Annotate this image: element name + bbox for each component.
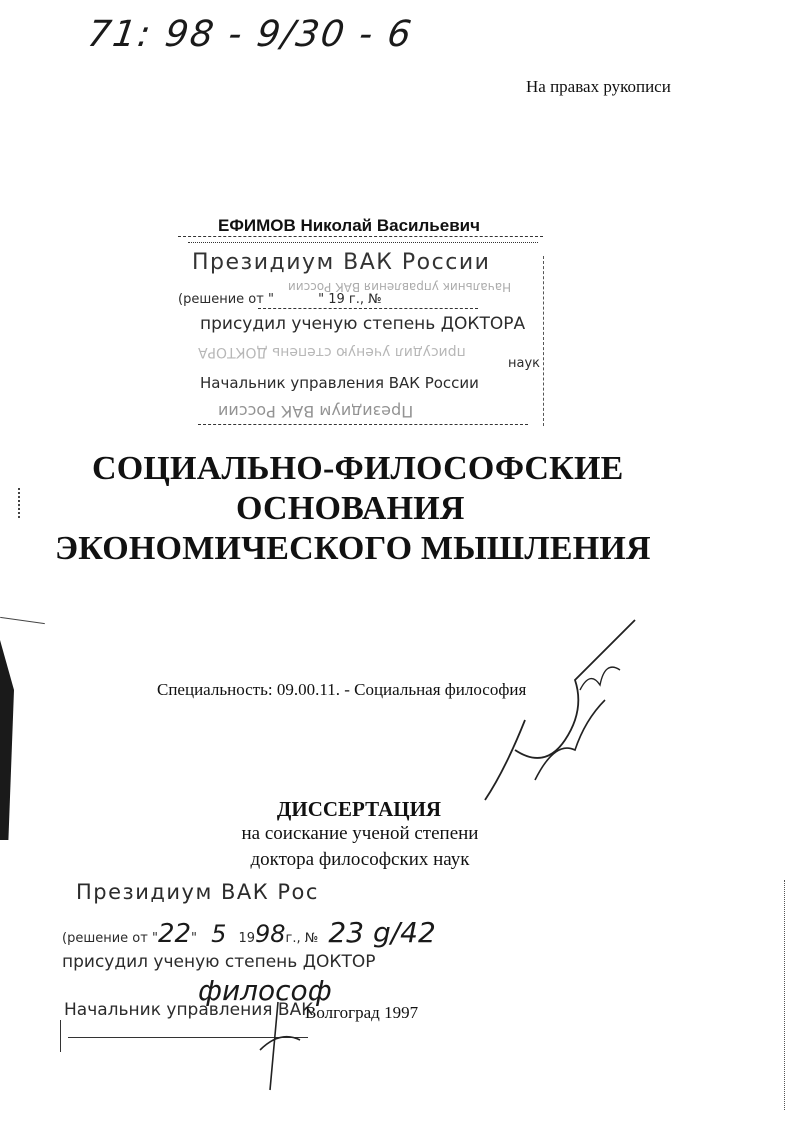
title-line-3: ЭКОНОМИЧЕСКОГО МЫШЛЕНИЯ [55, 530, 651, 567]
stamp-decision-underline [258, 308, 478, 309]
stamp-head-line: Начальник управления ВАК России [200, 374, 479, 392]
title-line-2: ОСНОВАНИЯ [236, 490, 465, 527]
handwritten-year: 98 [254, 920, 286, 948]
stamp-bottom-left-border [60, 1020, 61, 1052]
stamp-border-right [543, 256, 544, 426]
rights-notice: На правах рукописи [526, 77, 671, 96]
dissertation-line-1: на соискание ученой степени [241, 823, 479, 844]
stamp-border-top [178, 236, 543, 237]
stamp-degree-line: присудил ученую степень ДОКТОРА [200, 314, 526, 334]
stamp-bottom-presidium: Президиум ВАК Рос [76, 880, 319, 904]
stamp-bottom-decision [62, 916, 436, 949]
handwritten-catalog-number: 71: 98 - 9/30 - 6 [85, 14, 416, 55]
dissertation-line-2: доктора философских наук [250, 849, 470, 870]
stamp-mirror-line-3: Президиум ВАК России [218, 402, 414, 421]
stamp-mirror-line-2: присудил ученую степень ДОКТОРА [198, 344, 466, 360]
stamp-decision-suffix: " 19 г., № [318, 292, 382, 307]
vak-stamp-top [178, 236, 550, 436]
stamp-mirror-line: Начальник управления ВАК России [288, 280, 512, 294]
stamp-bottom-quote: " [191, 931, 198, 946]
stamp-border-bottom [198, 424, 528, 425]
handwritten-day: 22 [157, 919, 192, 949]
handwritten-decision-number: 23 g/42 [328, 916, 436, 949]
left-margin-mark [18, 488, 23, 518]
signature-right [475, 600, 655, 820]
stamp-decision-prefix: (решение от " [178, 292, 274, 307]
stamp-bottom-num-prefix: г., № [285, 931, 319, 946]
signature-bottom [240, 1000, 320, 1100]
handwritten-month: 5 [211, 920, 227, 948]
stamp-bottom-degree: присудил ученую степень ДОКТОР [62, 952, 376, 972]
right-edge-dotted [784, 880, 785, 1110]
title-line-1: СОЦИАЛЬНО-ФИЛОСОФСКИЕ [92, 450, 624, 487]
stamp-bottom-year-prefix: 19 [238, 931, 255, 946]
stamp-science-suffix: наук [508, 356, 541, 371]
stamp-decision-line [178, 292, 538, 307]
stamp-line-presidium: Президиум ВАК России [192, 250, 491, 275]
stamp-bottom-head: Начальник управления ВАК [64, 1000, 314, 1020]
dissertation-heading: ДИССЕРТАЦИЯ [276, 797, 442, 821]
handwritten-field: философ [198, 974, 332, 1007]
city-year: Волгоград 1997 [305, 1003, 419, 1022]
author-name: ЕФИМОВ Николай Васильевич [218, 216, 480, 235]
stamp-border-top-2 [188, 242, 538, 243]
stamp-bottom-decision-prefix: (решение от " [62, 931, 158, 946]
specialty-line: Специальность: 09.00.11. - Социальная философия [157, 680, 527, 699]
left-margin-stroke [0, 617, 45, 624]
